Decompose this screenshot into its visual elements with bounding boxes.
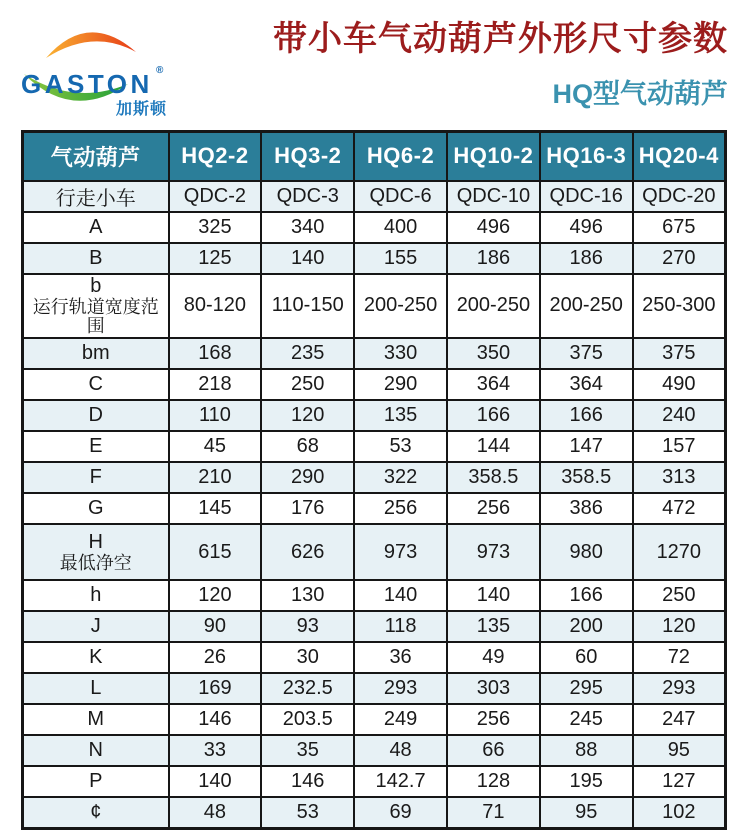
table-cell: 95 [540,797,633,828]
table-row [23,797,726,828]
table-cell: 146 [261,766,354,797]
table-cell: 290 [354,369,447,400]
table-cell: 235 [261,338,354,369]
table-cell: 232.5 [261,673,354,704]
table-row [23,524,726,580]
table-cell: 135 [447,611,540,642]
table-row [23,642,726,673]
table-cell: 675 [633,212,726,243]
table-row [23,611,726,642]
table-cell: 45 [169,431,262,462]
table-cell: 88 [540,735,633,766]
table-cell: 80-120 [169,274,262,339]
row-label: ¢ [23,797,169,828]
table-cell: 93 [261,611,354,642]
table-row [23,493,726,524]
table-cell: 155 [354,243,447,274]
table-cell: 973 [354,524,447,580]
spec-table [21,130,727,830]
table-cell: 53 [261,797,354,828]
table-cell: 36 [354,642,447,673]
column-header: HQ3-2 [261,132,354,181]
row-label: K [23,642,169,673]
title-block [273,20,728,111]
row-label: A [23,212,169,243]
table-row [23,212,726,243]
table-row [23,338,726,369]
logo-orange-swoosh-icon [46,32,136,58]
column-header: HQ20-4 [633,132,726,181]
table-cell: 66 [447,735,540,766]
table-cell: 203.5 [261,704,354,735]
table-cell: 200-250 [447,274,540,339]
table-cell: 110-150 [261,274,354,339]
table-cell: 375 [633,338,726,369]
gaston-logo-graphic [10,12,210,122]
table-cell: 35 [261,735,354,766]
table-cell: 303 [447,673,540,704]
table-cell: 270 [633,243,726,274]
table-row [23,274,726,339]
table-cell: 358.5 [447,462,540,493]
table-cell: 95 [633,735,726,766]
table-cell: 26 [169,642,262,673]
table-cell: 166 [447,400,540,431]
logo-brand-cn-text: 加斯顿 [116,101,168,118]
table-row [23,243,726,274]
row-label: P [23,766,169,797]
row-label: L [23,673,169,704]
row-label: B [23,243,169,274]
table-cell: 364 [447,369,540,400]
table-cell: 330 [354,338,447,369]
table-cell: QDC-16 [540,181,633,212]
table-cell: 102 [633,797,726,828]
table-cell: 110 [169,400,262,431]
table-cell: 350 [447,338,540,369]
table-row [23,181,726,212]
table-cell: 250 [261,369,354,400]
table-cell: 120 [261,400,354,431]
table-cell: 210 [169,462,262,493]
table-row [23,735,726,766]
table-cell: 135 [354,400,447,431]
table-cell: 140 [447,580,540,611]
table-cell: 400 [354,212,447,243]
table-cell: 72 [633,642,726,673]
table-cell: 250 [633,580,726,611]
table-cell: 980 [540,524,633,580]
table-cell: 496 [447,212,540,243]
row-label: D [23,400,169,431]
table-cell: 166 [540,400,633,431]
table-cell: 245 [540,704,633,735]
table-cell: 293 [633,673,726,704]
table-cell: 250-300 [633,274,726,339]
table-cell: 240 [633,400,726,431]
table-row [23,766,726,797]
table-cell: 375 [540,338,633,369]
row-label: H 最低净空 [23,524,169,580]
row-label: M [23,704,169,735]
table-cell: 472 [633,493,726,524]
table-row [23,704,726,735]
row-label: N [23,735,169,766]
table-cell: 140 [261,243,354,274]
row-label: b 运行轨道宽度范围 [23,274,169,339]
table-cell: 118 [354,611,447,642]
table-cell: 30 [261,642,354,673]
table-cell: 1270 [633,524,726,580]
table-cell: 195 [540,766,633,797]
table-row [23,431,726,462]
table-cell: 256 [354,493,447,524]
page-header [0,0,750,130]
table-cell: 295 [540,673,633,704]
table-row [23,673,726,704]
table-cell: 322 [354,462,447,493]
table-cell: 186 [540,243,633,274]
table-cell: 71 [447,797,540,828]
column-header: HQ6-2 [354,132,447,181]
row-label: G [23,493,169,524]
row-label: bm [23,338,169,369]
row-label: F [23,462,169,493]
table-cell: QDC-3 [261,181,354,212]
table-row [23,400,726,431]
table-cell: 120 [169,580,262,611]
table-cell: 256 [447,493,540,524]
page-subtitle: HQ型气动葫芦 [552,79,728,110]
table-cell: 157 [633,431,726,462]
table-cell: 142.7 [354,766,447,797]
logo-registered-mark: ® [156,65,164,76]
table-cell: 128 [447,766,540,797]
page-title: 带小车气动葫芦外形尺寸参数 [273,20,728,58]
row-label: h [23,580,169,611]
corner-header: 气动葫芦 [23,132,169,181]
table-cell: 200-250 [540,274,633,339]
table-cell: 176 [261,493,354,524]
table-cell: 490 [633,369,726,400]
table-cell: 166 [540,580,633,611]
table-cell: 626 [261,524,354,580]
table-cell: 200-250 [354,274,447,339]
table-cell: 140 [169,766,262,797]
table-cell: QDC-6 [354,181,447,212]
table-cell: 48 [354,735,447,766]
column-header: HQ16-3 [540,132,633,181]
table-cell: QDC-2 [169,181,262,212]
table-cell: 145 [169,493,262,524]
table-cell: 125 [169,243,262,274]
table-cell: 53 [354,431,447,462]
column-header: HQ10-2 [447,132,540,181]
table-cell: 293 [354,673,447,704]
row-label: E [23,431,169,462]
row-label: C [23,369,169,400]
table-cell: 364 [540,369,633,400]
table-cell: 48 [169,797,262,828]
table-row [23,462,726,493]
table-cell: 256 [447,704,540,735]
table-cell: 973 [447,524,540,580]
table-cell: 386 [540,493,633,524]
table-cell: 325 [169,212,262,243]
table-row [23,580,726,611]
table-cell: 218 [169,369,262,400]
table-cell: 146 [169,704,262,735]
table-cell: 169 [169,673,262,704]
table-cell: 496 [540,212,633,243]
gaston-logo [10,12,220,124]
table-cell: 68 [261,431,354,462]
table-cell: 33 [169,735,262,766]
table-cell: 49 [447,642,540,673]
table-cell: 147 [540,431,633,462]
table-cell: QDC-10 [447,181,540,212]
table-cell: 249 [354,704,447,735]
table-cell: 186 [447,243,540,274]
row-label: J [23,611,169,642]
table-cell: 69 [354,797,447,828]
row-label: 行走小车 [23,181,169,212]
table-cell: 60 [540,642,633,673]
table-cell: 247 [633,704,726,735]
table-cell: 615 [169,524,262,580]
table-cell: 290 [261,462,354,493]
table-cell: 120 [633,611,726,642]
table-cell: 127 [633,766,726,797]
table-row [23,369,726,400]
table-cell: 200 [540,611,633,642]
logo-brand-text: GASTON [21,69,153,99]
table-cell: 168 [169,338,262,369]
table-cell: 130 [261,580,354,611]
table-cell: 313 [633,462,726,493]
table-header-row [23,132,726,181]
table-cell: 340 [261,212,354,243]
table-cell: 140 [354,580,447,611]
table-cell: 90 [169,611,262,642]
column-header: HQ2-2 [169,132,262,181]
table-cell: QDC-20 [633,181,726,212]
table-cell: 358.5 [540,462,633,493]
table-cell: 144 [447,431,540,462]
